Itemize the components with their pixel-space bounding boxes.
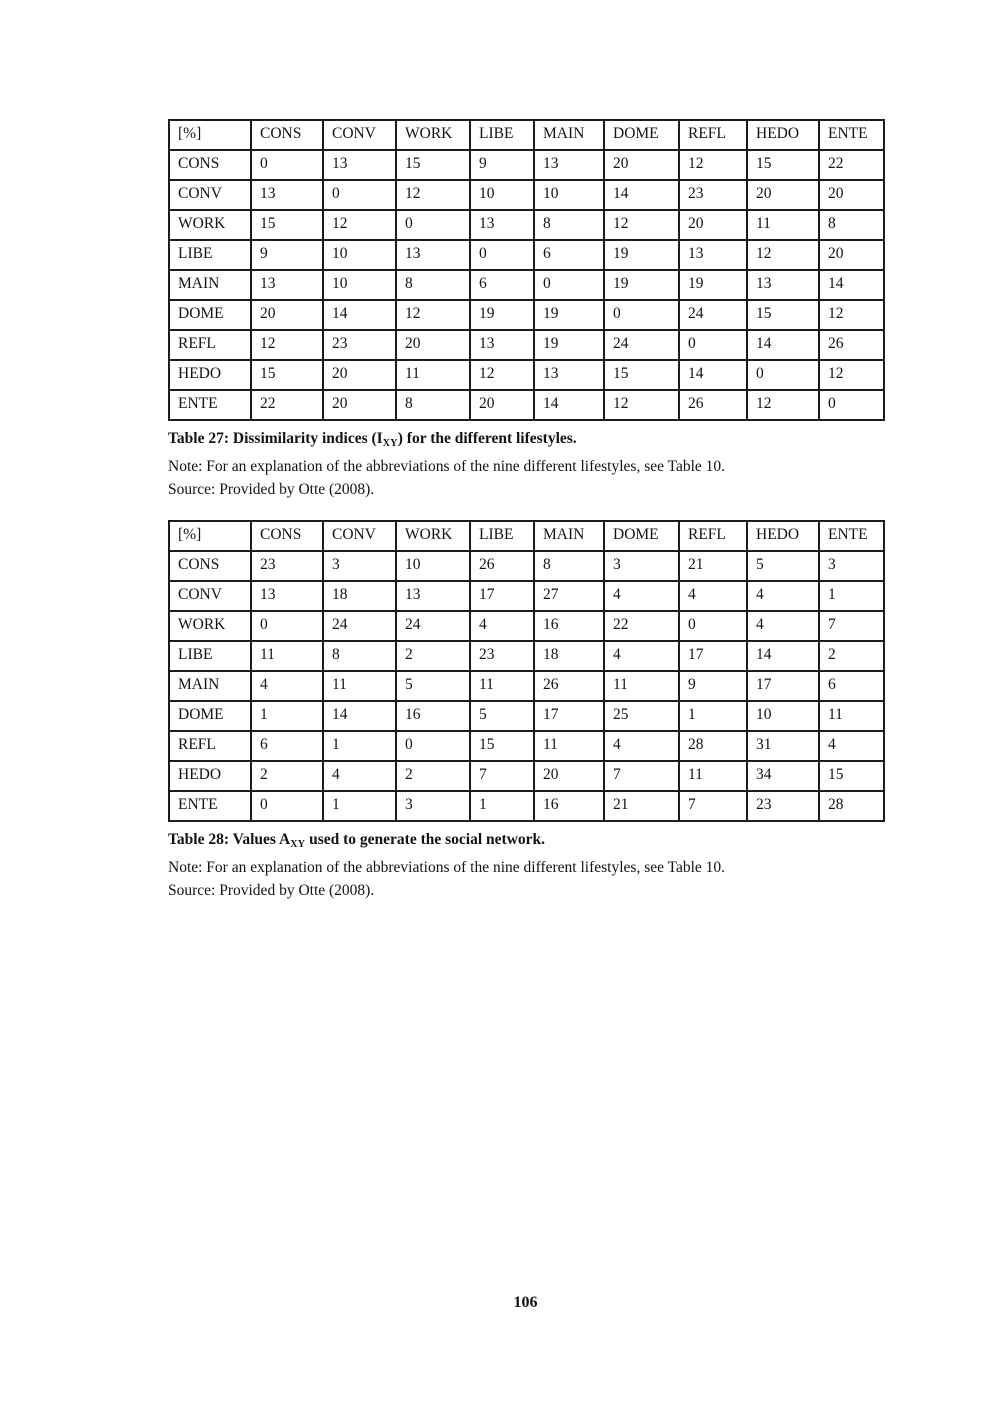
data-cell: 19 <box>604 270 679 300</box>
data-cell: 10 <box>470 180 534 210</box>
data-cell: 6 <box>251 731 323 761</box>
data-cell: 1 <box>251 701 323 731</box>
table-27-source: Source: Provided by Otte (2008). <box>168 481 375 498</box>
column-header: HEDO <box>747 120 819 150</box>
data-cell: 15 <box>251 360 323 390</box>
row-label: ENTE <box>169 390 251 420</box>
row-label: DOME <box>169 701 251 731</box>
table-row <box>169 180 884 210</box>
data-cell: 19 <box>604 240 679 270</box>
column-header: DOME <box>604 120 679 150</box>
column-header: CONS <box>251 120 323 150</box>
data-cell: 23 <box>251 551 323 581</box>
column-header: CONV <box>323 120 396 150</box>
data-cell: 11 <box>323 671 396 701</box>
table-row <box>169 270 884 300</box>
data-cell: 11 <box>604 671 679 701</box>
data-cell: 15 <box>251 210 323 240</box>
data-cell: 19 <box>534 330 604 360</box>
data-cell: 13 <box>251 581 323 611</box>
data-cell: 9 <box>251 240 323 270</box>
data-cell: 22 <box>251 390 323 420</box>
table-27-caption <box>168 427 888 455</box>
row-label: CONV <box>169 581 251 611</box>
row-label: ENTE <box>169 791 251 821</box>
table-row <box>169 330 884 360</box>
data-cell: 2 <box>396 641 470 671</box>
data-cell: 14 <box>747 330 819 360</box>
data-cell: 1 <box>323 791 396 821</box>
caption-text: used to generate the social network. <box>305 831 546 848</box>
data-cell: 26 <box>819 330 884 360</box>
data-cell: 9 <box>470 150 534 180</box>
data-cell: 23 <box>470 641 534 671</box>
data-cell: 13 <box>747 270 819 300</box>
data-cell: 11 <box>396 360 470 390</box>
table-row <box>169 240 884 270</box>
data-cell: 14 <box>534 390 604 420</box>
table-27-note: Note: For an explanation of the abbreviations of the nine different lifestyles, see Table 10. <box>168 458 726 475</box>
data-cell: 7 <box>470 761 534 791</box>
data-cell: 19 <box>679 270 747 300</box>
table-row <box>169 761 884 791</box>
data-cell: 17 <box>747 671 819 701</box>
data-cell: 12 <box>604 390 679 420</box>
caption-text: ) for the different lifestyles. <box>397 430 577 447</box>
table-row <box>169 791 884 821</box>
data-cell: 17 <box>470 581 534 611</box>
data-cell: 11 <box>747 210 819 240</box>
data-cell: 8 <box>534 210 604 240</box>
data-cell: 15 <box>396 150 470 180</box>
table-row <box>169 641 884 671</box>
data-cell: 10 <box>747 701 819 731</box>
data-cell: 9 <box>679 671 747 701</box>
data-cell: 0 <box>251 611 323 641</box>
data-cell: 4 <box>604 581 679 611</box>
data-cell: 11 <box>534 731 604 761</box>
data-cell: 28 <box>819 791 884 821</box>
data-cell: 24 <box>396 611 470 641</box>
data-cell: 11 <box>251 641 323 671</box>
data-cell: 20 <box>323 360 396 390</box>
column-header: ENTE <box>819 120 884 150</box>
data-cell: 4 <box>323 761 396 791</box>
data-cell: 0 <box>679 611 747 641</box>
data-cell: 13 <box>396 581 470 611</box>
data-cell: 12 <box>251 330 323 360</box>
data-cell: 10 <box>323 270 396 300</box>
table-row <box>169 701 884 731</box>
column-header: WORK <box>396 521 470 551</box>
data-cell: 11 <box>819 701 884 731</box>
column-header: HEDO <box>747 521 819 551</box>
caption-subscript: XY <box>290 839 306 850</box>
data-cell: 14 <box>819 270 884 300</box>
data-cell: 0 <box>604 300 679 330</box>
data-cell: 1 <box>819 581 884 611</box>
data-cell: 24 <box>679 300 747 330</box>
data-cell: 24 <box>323 611 396 641</box>
data-cell: 21 <box>604 791 679 821</box>
data-cell: 3 <box>323 551 396 581</box>
data-cell: 23 <box>679 180 747 210</box>
data-cell: 13 <box>396 240 470 270</box>
table-27-caption-block <box>168 427 888 501</box>
data-cell: 23 <box>747 791 819 821</box>
data-cell: 3 <box>396 791 470 821</box>
column-header: MAIN <box>534 521 604 551</box>
data-cell: 12 <box>604 210 679 240</box>
data-cell: 10 <box>534 180 604 210</box>
row-label: MAIN <box>169 270 251 300</box>
column-header: MAIN <box>534 120 604 150</box>
column-header: ENTE <box>819 521 884 551</box>
column-header: REFL <box>679 120 747 150</box>
data-cell: 26 <box>470 551 534 581</box>
data-cell: 16 <box>534 611 604 641</box>
row-label: REFL <box>169 731 251 761</box>
data-cell: 13 <box>251 270 323 300</box>
data-cell: 2 <box>819 641 884 671</box>
data-cell: 19 <box>470 300 534 330</box>
data-cell: 19 <box>534 300 604 330</box>
data-cell: 0 <box>747 360 819 390</box>
table-28-caption-block <box>168 828 888 902</box>
data-cell: 4 <box>604 731 679 761</box>
data-cell: 16 <box>396 701 470 731</box>
data-cell: 4 <box>251 671 323 701</box>
data-cell: 4 <box>470 611 534 641</box>
data-cell: 0 <box>679 330 747 360</box>
data-cell: 6 <box>534 240 604 270</box>
row-label: HEDO <box>169 360 251 390</box>
row-label: LIBE <box>169 240 251 270</box>
data-cell: 0 <box>251 150 323 180</box>
data-cell: 1 <box>323 731 396 761</box>
data-cell: 20 <box>323 390 396 420</box>
data-cell: 21 <box>679 551 747 581</box>
table-row <box>169 581 884 611</box>
table-row <box>169 671 884 701</box>
data-cell: 5 <box>470 701 534 731</box>
data-cell: 20 <box>470 390 534 420</box>
data-cell: 12 <box>679 150 747 180</box>
table-row <box>169 390 884 420</box>
column-header: CONV <box>323 521 396 551</box>
data-cell: 15 <box>604 360 679 390</box>
data-cell: 14 <box>679 360 747 390</box>
data-cell: 3 <box>604 551 679 581</box>
data-cell: 26 <box>679 390 747 420</box>
caption-subscript: XY <box>382 438 398 449</box>
data-cell: 5 <box>747 551 819 581</box>
data-cell: 13 <box>534 360 604 390</box>
data-cell: 20 <box>819 180 884 210</box>
data-cell: 12 <box>323 210 396 240</box>
column-header: WORK <box>396 120 470 150</box>
column-header: LIBE <box>470 521 534 551</box>
data-cell: 34 <box>747 761 819 791</box>
data-cell: 0 <box>323 180 396 210</box>
data-cell: 20 <box>819 240 884 270</box>
data-cell: 15 <box>747 150 819 180</box>
data-cell: 7 <box>679 791 747 821</box>
table-row <box>169 210 884 240</box>
data-cell: 20 <box>396 330 470 360</box>
data-cell: 8 <box>396 270 470 300</box>
data-cell: 0 <box>396 731 470 761</box>
data-cell: 12 <box>470 360 534 390</box>
data-cell: 0 <box>534 270 604 300</box>
data-cell: 4 <box>679 581 747 611</box>
data-cell: 13 <box>679 240 747 270</box>
data-cell: 13 <box>470 210 534 240</box>
data-cell: 0 <box>470 240 534 270</box>
dissimilarity-indices-table <box>168 119 885 421</box>
data-cell: 8 <box>819 210 884 240</box>
data-cell: 1 <box>679 701 747 731</box>
data-cell: 23 <box>323 330 396 360</box>
data-cell: 26 <box>534 671 604 701</box>
table-row <box>169 360 884 390</box>
data-cell: 13 <box>323 150 396 180</box>
data-cell: 8 <box>534 551 604 581</box>
row-label: MAIN <box>169 671 251 701</box>
data-cell: 15 <box>819 761 884 791</box>
data-cell: 7 <box>604 761 679 791</box>
data-cell: 4 <box>747 581 819 611</box>
table-28-note: Note: For an explanation of the abbreviations of the nine different lifestyles, see Table 10. <box>168 859 726 876</box>
column-header: CONS <box>251 521 323 551</box>
data-cell: 0 <box>251 791 323 821</box>
data-cell: 14 <box>323 300 396 330</box>
data-cell: 13 <box>534 150 604 180</box>
data-cell: 17 <box>679 641 747 671</box>
table-28-caption <box>168 828 888 856</box>
caption-text: Table 27: Dissimilarity indices (I <box>168 430 383 447</box>
data-cell: 2 <box>251 761 323 791</box>
column-header: REFL <box>679 521 747 551</box>
data-cell: 22 <box>819 150 884 180</box>
row-label: WORK <box>169 210 251 240</box>
data-cell: 12 <box>747 240 819 270</box>
table-row <box>169 150 884 180</box>
page-number: 106 <box>513 1294 538 1311</box>
data-cell: 6 <box>470 270 534 300</box>
row-label: DOME <box>169 300 251 330</box>
data-cell: 12 <box>819 300 884 330</box>
table-row <box>169 611 884 641</box>
row-label: CONS <box>169 150 251 180</box>
row-label: CONV <box>169 180 251 210</box>
data-cell: 0 <box>396 210 470 240</box>
data-cell: 31 <box>747 731 819 761</box>
data-cell: 10 <box>323 240 396 270</box>
column-header: DOME <box>604 521 679 551</box>
data-cell: 28 <box>679 731 747 761</box>
data-cell: 11 <box>470 671 534 701</box>
data-cell: 8 <box>323 641 396 671</box>
data-cell: 10 <box>396 551 470 581</box>
data-cell: 7 <box>819 611 884 641</box>
data-cell: 27 <box>534 581 604 611</box>
column-header: [%] <box>169 120 251 150</box>
data-cell: 6 <box>819 671 884 701</box>
table-row <box>169 731 884 761</box>
data-cell: 8 <box>396 390 470 420</box>
data-cell: 20 <box>251 300 323 330</box>
data-cell: 4 <box>819 731 884 761</box>
row-label: LIBE <box>169 641 251 671</box>
data-cell: 13 <box>470 330 534 360</box>
data-cell: 18 <box>534 641 604 671</box>
data-cell: 12 <box>396 300 470 330</box>
data-cell: 24 <box>604 330 679 360</box>
column-header: LIBE <box>470 120 534 150</box>
data-cell: 17 <box>534 701 604 731</box>
data-cell: 15 <box>470 731 534 761</box>
data-cell: 20 <box>534 761 604 791</box>
caption-text: Table 28: Values A <box>168 831 291 848</box>
data-cell: 14 <box>604 180 679 210</box>
data-cell: 16 <box>534 791 604 821</box>
data-cell: 20 <box>679 210 747 240</box>
data-cell: 22 <box>604 611 679 641</box>
data-cell: 14 <box>747 641 819 671</box>
data-cell: 18 <box>323 581 396 611</box>
data-cell: 15 <box>747 300 819 330</box>
data-cell: 4 <box>747 611 819 641</box>
data-cell: 11 <box>679 761 747 791</box>
row-label: HEDO <box>169 761 251 791</box>
data-cell: 12 <box>819 360 884 390</box>
table-28-source: Source: Provided by Otte (2008). <box>168 882 375 899</box>
data-cell: 20 <box>747 180 819 210</box>
social-network-values-table <box>168 520 885 822</box>
table-row <box>169 300 884 330</box>
data-cell: 1 <box>470 791 534 821</box>
data-cell: 13 <box>251 180 323 210</box>
data-cell: 14 <box>323 701 396 731</box>
row-label: REFL <box>169 330 251 360</box>
data-cell: 5 <box>396 671 470 701</box>
table-row <box>169 551 884 581</box>
data-cell: 12 <box>396 180 470 210</box>
row-label: CONS <box>169 551 251 581</box>
data-cell: 4 <box>604 641 679 671</box>
data-cell: 0 <box>819 390 884 420</box>
data-cell: 3 <box>819 551 884 581</box>
column-header: [%] <box>169 521 251 551</box>
row-label: WORK <box>169 611 251 641</box>
data-cell: 12 <box>747 390 819 420</box>
data-cell: 20 <box>604 150 679 180</box>
data-cell: 25 <box>604 701 679 731</box>
data-cell: 2 <box>396 761 470 791</box>
